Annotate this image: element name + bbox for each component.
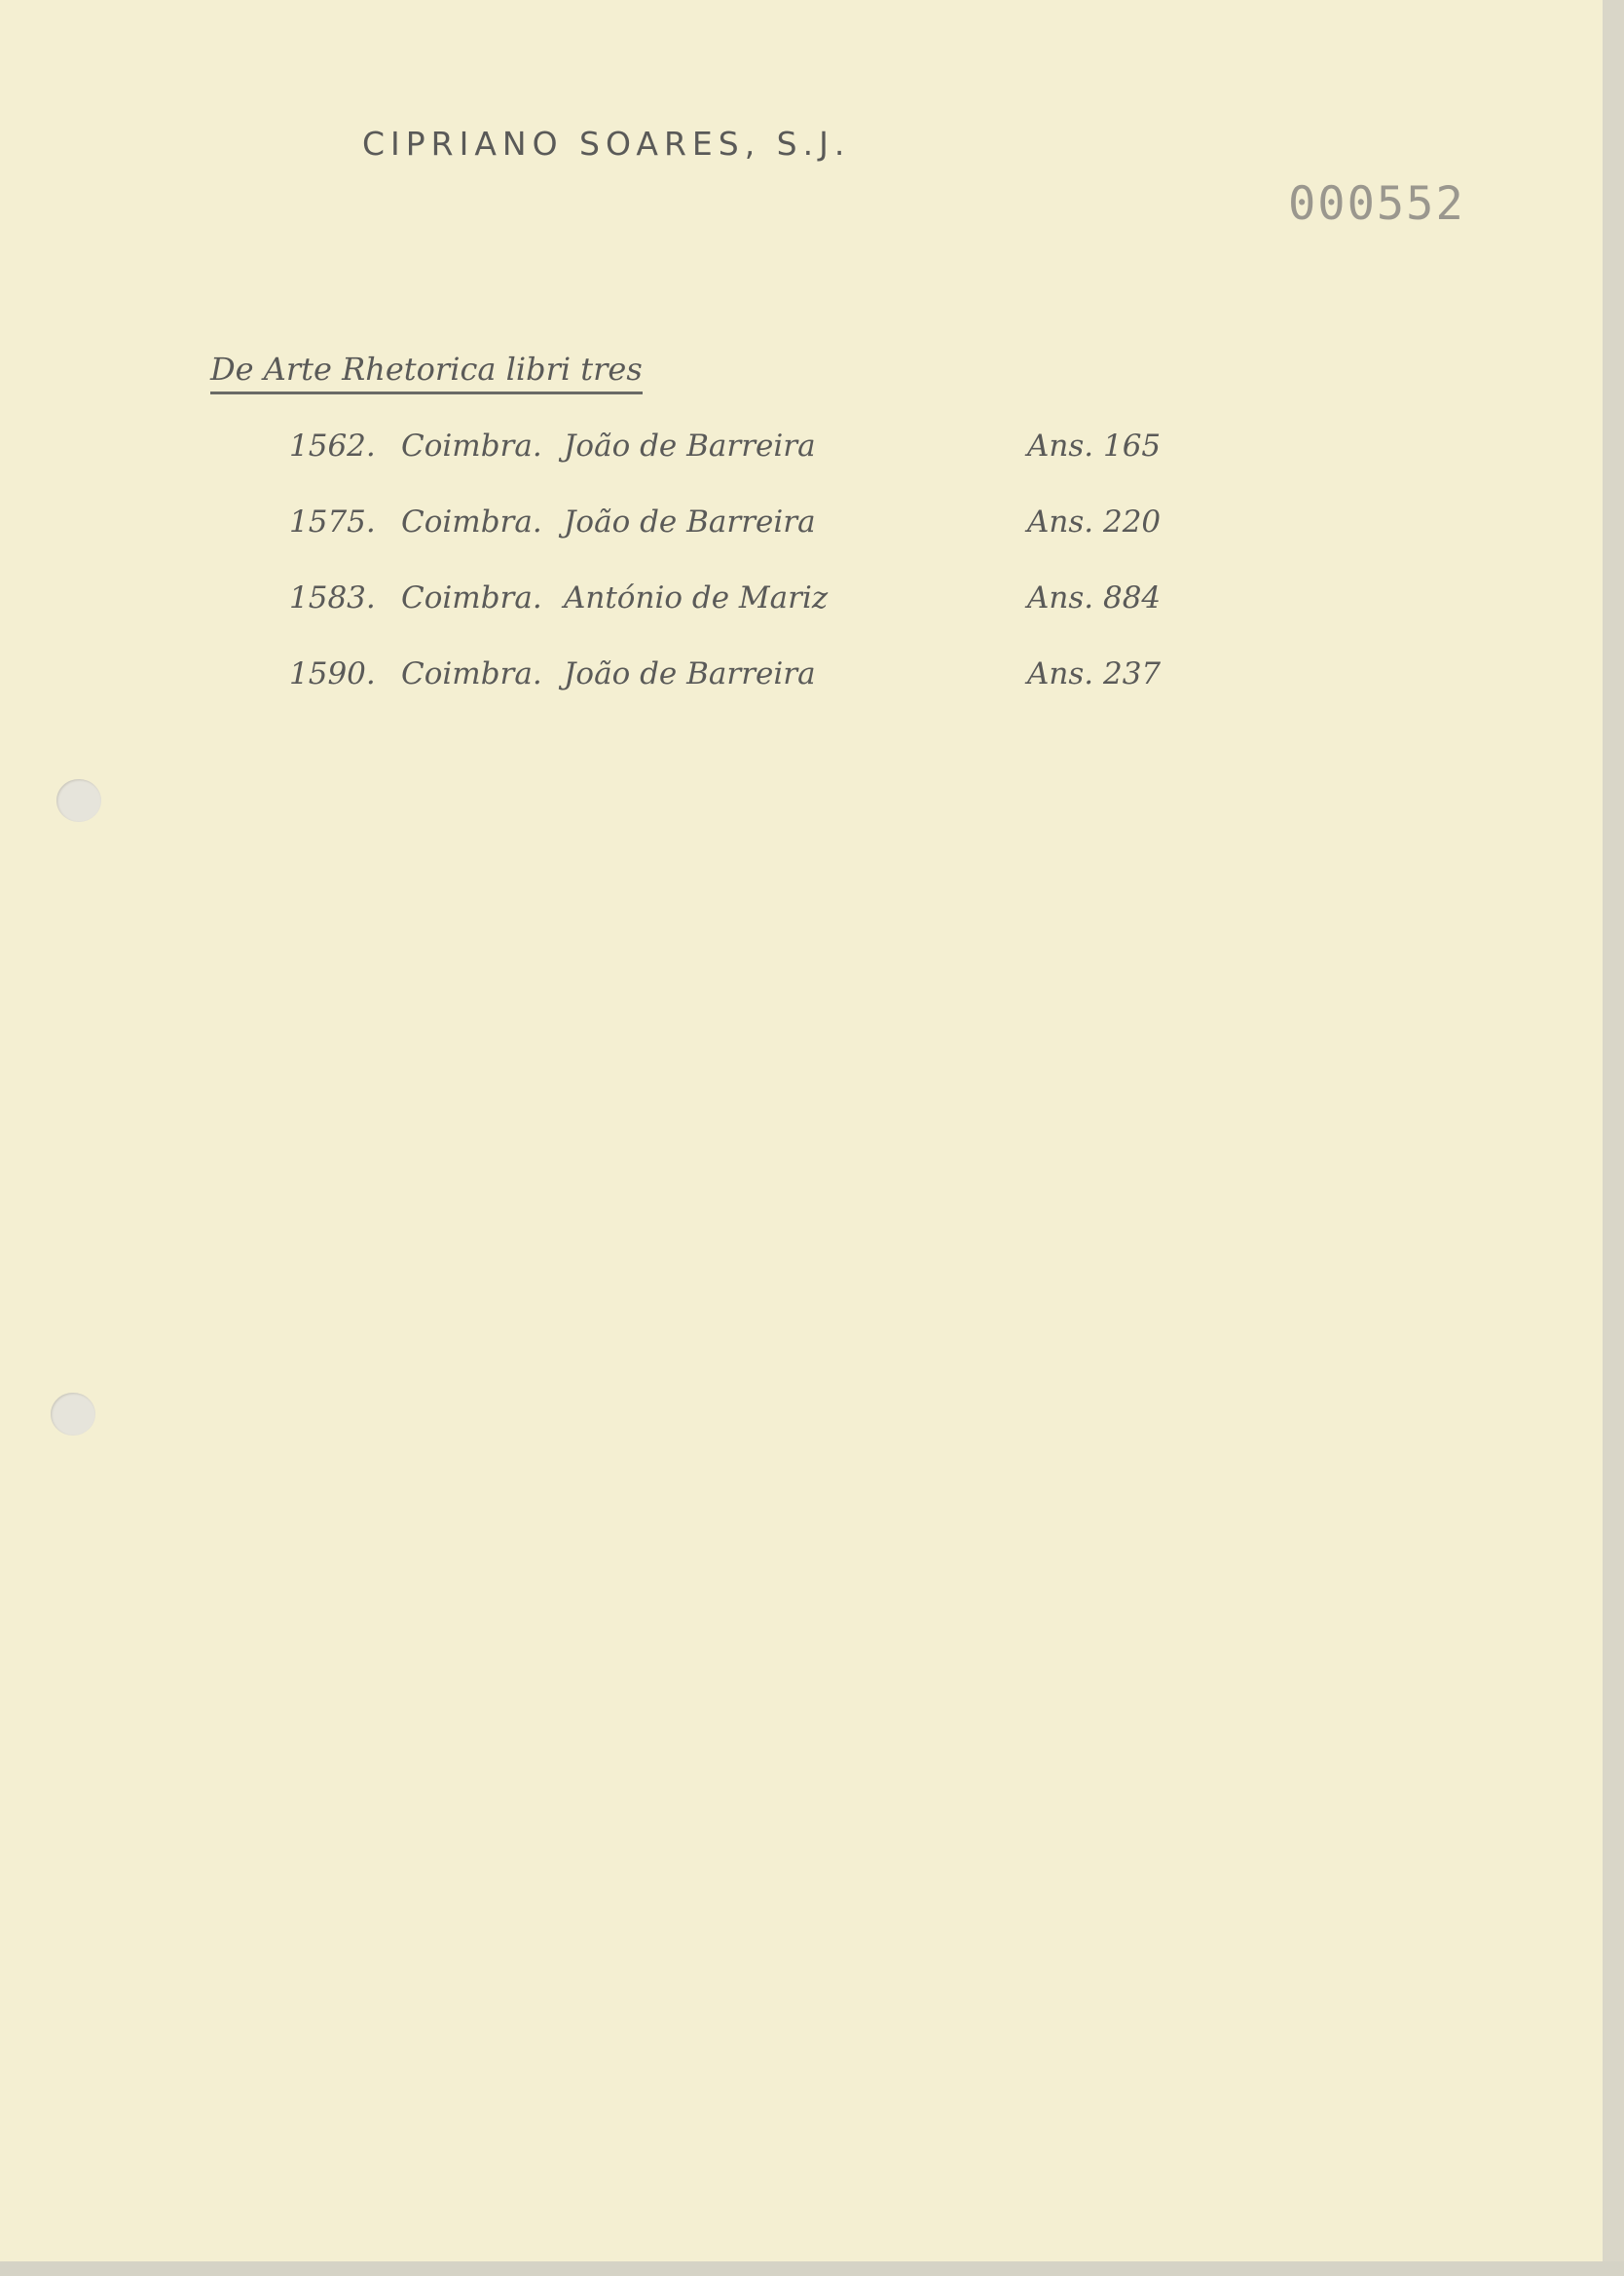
edition-place: Coimbra. <box>401 429 542 464</box>
edition-reference: Ans. 237 <box>1027 656 1162 691</box>
edition-year: 1562. <box>289 429 376 464</box>
punch-hole <box>51 1393 95 1436</box>
edition-year: 1583. <box>289 580 376 616</box>
edition-printer: João de Barreira <box>564 656 816 691</box>
edition-year: 1575. <box>289 504 376 540</box>
edition-reference: Ans. 884 <box>1027 580 1162 616</box>
edition-place: Coimbra. <box>401 656 542 691</box>
list-item <box>289 580 1224 656</box>
edition-place: Coimbra. <box>401 504 542 540</box>
list-item <box>289 504 1224 580</box>
list-item <box>289 656 1224 732</box>
edition-reference: Ans. 220 <box>1027 504 1162 540</box>
stamp-number: 000552 <box>1288 177 1465 231</box>
edition-year: 1590. <box>289 656 376 691</box>
edition-list <box>289 429 1224 732</box>
scan-edge-right <box>1603 0 1624 2276</box>
edition-printer: João de Barreira <box>564 429 816 464</box>
punch-hole <box>56 779 101 822</box>
list-item <box>289 429 1224 504</box>
edition-place: Coimbra. <box>401 580 542 616</box>
edition-printer: António de Mariz <box>564 580 829 616</box>
edition-printer: João de Barreira <box>564 504 816 540</box>
work-title: De Arte Rhetorica libri tres <box>210 351 643 394</box>
scan-edge-bottom <box>0 2261 1624 2276</box>
author-heading: CIPRIANO SOARES, S.J. <box>362 125 851 163</box>
edition-reference: Ans. 165 <box>1027 429 1162 464</box>
